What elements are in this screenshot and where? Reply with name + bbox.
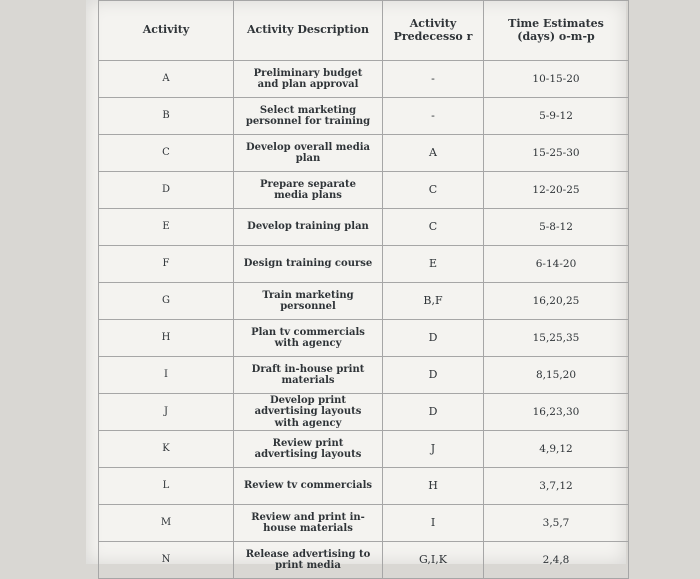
time-estimate-cell: 16,23,30 bbox=[484, 394, 629, 431]
table-row bbox=[99, 209, 629, 246]
activity-cell: B bbox=[99, 98, 234, 135]
table-row bbox=[99, 357, 629, 394]
activity-cell: J bbox=[99, 394, 234, 431]
table-row bbox=[99, 246, 629, 283]
description-text: Preliminary budget and plan approval bbox=[253, 67, 363, 90]
description-text: Select marketing personnel for training bbox=[245, 104, 371, 127]
description-text: Review and print in-house materials bbox=[251, 511, 365, 534]
description-text: Train marketing personnel bbox=[262, 289, 354, 312]
time-estimate-cell: 6-14-20 bbox=[484, 246, 629, 283]
time-estimate-cell: 16,20,25 bbox=[484, 283, 629, 320]
activity-cell: D bbox=[99, 172, 234, 209]
description-text: Review print advertising layouts bbox=[254, 437, 362, 460]
table-row bbox=[99, 283, 629, 320]
description-cell bbox=[234, 468, 383, 505]
predecessor-cell: - bbox=[383, 98, 484, 135]
activity-cell: K bbox=[99, 431, 234, 468]
predecessor-cell: B,F bbox=[383, 283, 484, 320]
description-text: Review tv commercials bbox=[244, 480, 372, 492]
table-row bbox=[99, 505, 629, 542]
description-text: Prepare separate media plans bbox=[260, 178, 356, 201]
activity-cell: C bbox=[99, 135, 234, 172]
description-cell bbox=[234, 283, 383, 320]
activity-cell: I bbox=[99, 357, 234, 394]
time-estimate-cell: 5-9-12 bbox=[484, 98, 629, 135]
predecessor-cell: H bbox=[383, 468, 484, 505]
table-body bbox=[99, 61, 629, 579]
activity-cell: L bbox=[99, 468, 234, 505]
header-row bbox=[99, 1, 629, 61]
activity-cell: M bbox=[99, 505, 234, 542]
description-cell bbox=[234, 320, 383, 357]
description-text: Design training course bbox=[243, 258, 373, 270]
table-row bbox=[99, 172, 629, 209]
description-text: Develop training plan bbox=[247, 221, 369, 233]
table-row bbox=[99, 135, 629, 172]
time-estimate-cell: 12-20-25 bbox=[484, 172, 629, 209]
table-header bbox=[99, 1, 629, 61]
time-estimate-cell: 8,15,20 bbox=[484, 357, 629, 394]
predecessor-cell: - bbox=[383, 61, 484, 98]
predecessor-cell: A bbox=[383, 135, 484, 172]
predecessor-cell: D bbox=[383, 320, 484, 357]
table-row bbox=[99, 320, 629, 357]
activity-cell: H bbox=[99, 320, 234, 357]
time-estimate-cell: 15-25-30 bbox=[484, 135, 629, 172]
activity-cell: E bbox=[99, 209, 234, 246]
description-text: Plan tv commercials with agency bbox=[251, 326, 365, 349]
description-cell bbox=[234, 135, 383, 172]
table-row bbox=[99, 98, 629, 135]
table-row bbox=[99, 394, 629, 431]
predecessor-cell: D bbox=[383, 394, 484, 431]
description-text: Develop print advertising layouts with agency bbox=[254, 394, 362, 429]
predecessor-cell: E bbox=[383, 246, 484, 283]
description-cell bbox=[234, 394, 383, 431]
description-cell bbox=[234, 209, 383, 246]
predecessor-cell: I bbox=[383, 505, 484, 542]
table-row bbox=[99, 431, 629, 468]
description-cell bbox=[234, 61, 383, 98]
description-cell bbox=[234, 98, 383, 135]
predecessor-cell: J bbox=[383, 431, 484, 468]
activity-cell: F bbox=[99, 246, 234, 283]
time-estimate-cell: 5-8-12 bbox=[484, 209, 629, 246]
table-row bbox=[99, 61, 629, 98]
time-estimate-cell: 15,25,35 bbox=[484, 320, 629, 357]
description-cell bbox=[234, 542, 383, 579]
description-cell bbox=[234, 505, 383, 542]
time-estimate-cell: 10-15-20 bbox=[484, 61, 629, 98]
description-text: Develop overall media plan bbox=[245, 141, 371, 164]
activity-cell: A bbox=[99, 61, 234, 98]
predecessor-cell: C bbox=[383, 172, 484, 209]
activity-table bbox=[98, 0, 629, 579]
description-text: Release advertising to print media bbox=[245, 548, 371, 571]
time-estimate-cell: 2,4,8 bbox=[484, 542, 629, 579]
description-header: Activity Description bbox=[234, 1, 383, 61]
table-row bbox=[99, 468, 629, 505]
predecessor-header: Activity Predecesso r bbox=[383, 1, 484, 61]
activity-cell: N bbox=[99, 542, 234, 579]
time-estimate-cell: 4,9,12 bbox=[484, 431, 629, 468]
activity-header: Activity bbox=[99, 1, 234, 61]
predecessor-cell: C bbox=[383, 209, 484, 246]
table-row bbox=[99, 542, 629, 579]
time-estimate-cell: 3,5,7 bbox=[484, 505, 629, 542]
time-estimates-header: Time Estimates (days) o-m-p bbox=[484, 1, 629, 61]
predecessor-cell: G,I,K bbox=[383, 542, 484, 579]
description-cell bbox=[234, 172, 383, 209]
time-estimate-cell: 3,7,12 bbox=[484, 468, 629, 505]
description-cell bbox=[234, 246, 383, 283]
predecessor-cell: D bbox=[383, 357, 484, 394]
activity-cell: G bbox=[99, 283, 234, 320]
description-text: Draft in-house print materials bbox=[251, 363, 365, 386]
description-cell bbox=[234, 431, 383, 468]
description-cell bbox=[234, 357, 383, 394]
